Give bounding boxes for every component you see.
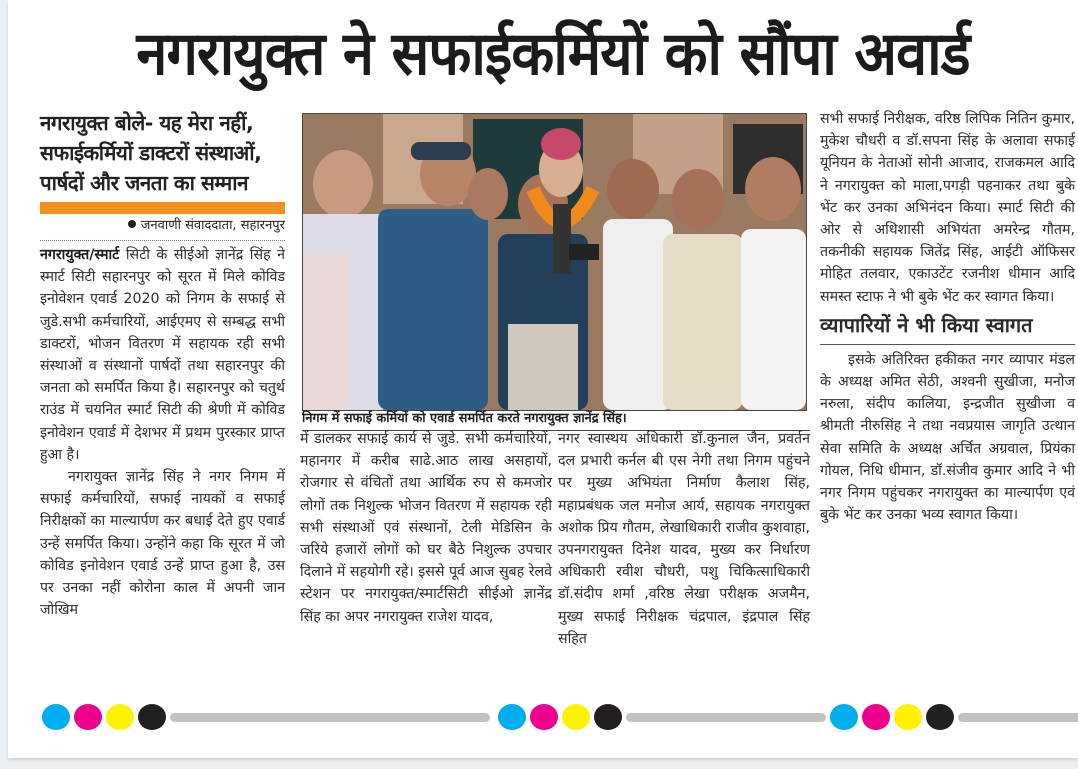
cyan-dot-icon [830, 704, 858, 730]
cyan-dot-icon [498, 704, 526, 730]
print-rule [958, 713, 1078, 722]
headline: नगरायुक्त ने सफाईकर्मियों को सौंपा अवार्ड [136, 19, 970, 89]
photo-illustration [303, 114, 806, 410]
byline [40, 214, 285, 241]
cyan-dot-icon [42, 704, 70, 730]
article-paragraph-4: नगर स्वास्थय अधिकारी डॉ.कुनाल जैन, प्रवर्तन दल प्रभारी कर्नल बी एस नेगी तथा निगम पहुंचने पर मुख्य अभियंता निर्माण कैलाश सिंह, महाप्रबंधक जल मनोज आर्य, सहायक नगरायुक्त अशोक प्रिय गौतम, लेखाधिकारी राजीव कुशवाहा, उपनगरायुक्त दिनेश यादव, मुख्य कर निर्धारण अधिकारी रवीश चौधरी, पशु चिकित्साधिकारी डॉ.संदीप शर्मा ,वरिष्ठ लेखा परीक्षक अजमैन, मुख्य सफाई निरीक्षक चंद्रपाल, इंद्रपाल सिंह सहित [558, 431, 810, 647]
print-rule [170, 713, 490, 722]
yellow-dot-icon [562, 704, 590, 730]
article-paragraph-5: सभी सफाई निरीक्षक, वरिष्ठ लिपिक नितिन कुमार, मुकेश चौधरी व डॉ.सपना सिंह के अलावा सफाई यूनियन के नेताओं सोनी आजाद, राजकमल आदि ने नगरायुक्त को माला,पगड़ी पहनाकर तथा बुके भेंट कर उनका अभिनंदन किया। स्मार्ट सिटी की ओर से अधिशासी अभियंता अमरेन्द्र गौतम, तकनीकी सहायक जितेंद्र सिंह, आईटी ऑफिसर मोहित तलवार, एकाउटेंट रजनीश धीमान आदि समस्त स्टाफ ने भी बुके भेंट कर स्वागत किया। [820, 111, 1075, 305]
magenta-dot-icon [530, 704, 558, 730]
magenta-dot-icon [862, 704, 890, 730]
yellow-dot-icon [106, 704, 134, 730]
black-dot-icon [594, 704, 622, 730]
paragraph-text: सिटी के सीईओ ज्ञानेंद्र सिंह ने स्मार्ट सिटी सहारनपुर को सूरत में मिले कोविड इनोवेशन एवार्ड 2020 को निगम के सफाई से जुडे.सभी कर्मचारियों, आईएमए से सम्बद्ध सभी डाक्टरों, भोजन वितरण में सहायक रही सभी संस्थाओं व संस्थानों पार्षदों तथा सहारनपुर की जनता को समर्पित किया है। सहारनपुर को चतुर्थ राउंड में चयनित स्मार्ट सिटी की श्रेणी में कोविड इनोवेशन एवार्ड में देशभर में प्रथम पुरस्कार प्राप्त हुआ है। [40, 247, 285, 463]
print-marks-2 [498, 703, 826, 731]
article-paragraph-3: में डालकर सफाई कार्य से जुडे. सभी कर्मचारियों, महानगर में करीब साढे.आठ लाख असहायों, रोजगार से वंचितों तथा आर्थिक रुप से कमजोर लोगों तक निशुल्क भोजन वितरण में सहायक रही सभी संस्थाओं एवं संस्थानों, टेली मेडिसिन के जरिये हजारों लोगों को घर बैठे निशुल्क उपचार दिलाने में सहयोगी रहे। इससे पूर्व आज सुबह रेलवे स्टेशन पर नगरायुक्त/स्मार्टसिटी सीईओ ज्ञानेंद्र सिंह का अपर नगरायुक्त राजेश यादव, [300, 431, 552, 625]
bullet-icon [128, 220, 136, 228]
photo-caption: निगम में सफाई कर्मियों को एवार्ड समर्पित करते नगरायुक्त ज्ञानेंद्र सिंह। [302, 409, 810, 431]
magenta-dot-icon [74, 704, 102, 730]
column-3 [558, 428, 810, 650]
subheadline: नगरायुक्त बोले- यह मेरा नहीं, सफाईकर्मियों डाक्टरों संस्थाओं, पार्षदों और जनता का सम्मान [40, 111, 262, 195]
column-1 [40, 108, 285, 621]
article-paragraph-1 [40, 244, 285, 466]
subheadline-traders: व्यापारियों ने भी किया स्वागत [820, 310, 1075, 345]
accent-bar [40, 202, 285, 214]
newspaper-page [8, 0, 1078, 758]
print-marks-3 [830, 703, 1078, 731]
article-paragraph-6: इसके अतिरिक्त हकीकत नगर व्यापार मंडल के अध्यक्ष अमित सेठी, अश्वनी सुखीजा, मनोज नरुला, संदीप कालिया, इन्द्रजीत सुखीजा व श्रीमती नीरुसिंह ने तथा नवप्रयास जागृति उत्थान सेवा समिति के अध्यक्ष अर्चित अग्रवाल, प्रियंका गोयल, निधि धीमान, डॉ.संजीव कुमार आदि ने भी नगर निगम पहुंचकर नगरायुक्त का माल्यार्पण एवं बुके भेंट कर उनका भव्य स्वागत किया। [820, 351, 1075, 524]
column-4 [820, 108, 1075, 526]
print-rule [626, 713, 826, 722]
lead-bold: नगरायुक्त/स्मार्ट [40, 247, 120, 263]
black-dot-icon [926, 704, 954, 730]
yellow-dot-icon [894, 704, 922, 730]
column-2 [300, 428, 552, 628]
article-paragraph-2: नगरायुक्त ज्ञानेंद्र सिंह ने नगर निगम में सफाई कर्मचारियों, सफाई नायकों व सफाई निरीक्षकों का माल्यार्पण कर बधाई देते हुए एवार्ड उन्हें समर्पित किया। उन्होंने कहा कि सूरत में जो कोविड इनोवेशन एवार्ड उन्हें प्राप्त हुआ है, उस पर उनका नहीं कोरोना काल में अपनी जान जोखिम [40, 469, 285, 619]
black-dot-icon [138, 704, 166, 730]
news-photo [302, 113, 807, 411]
byline-text: जनवाणी संवाददाता, सहारनपुर [140, 218, 285, 233]
print-marks-1 [42, 703, 490, 731]
